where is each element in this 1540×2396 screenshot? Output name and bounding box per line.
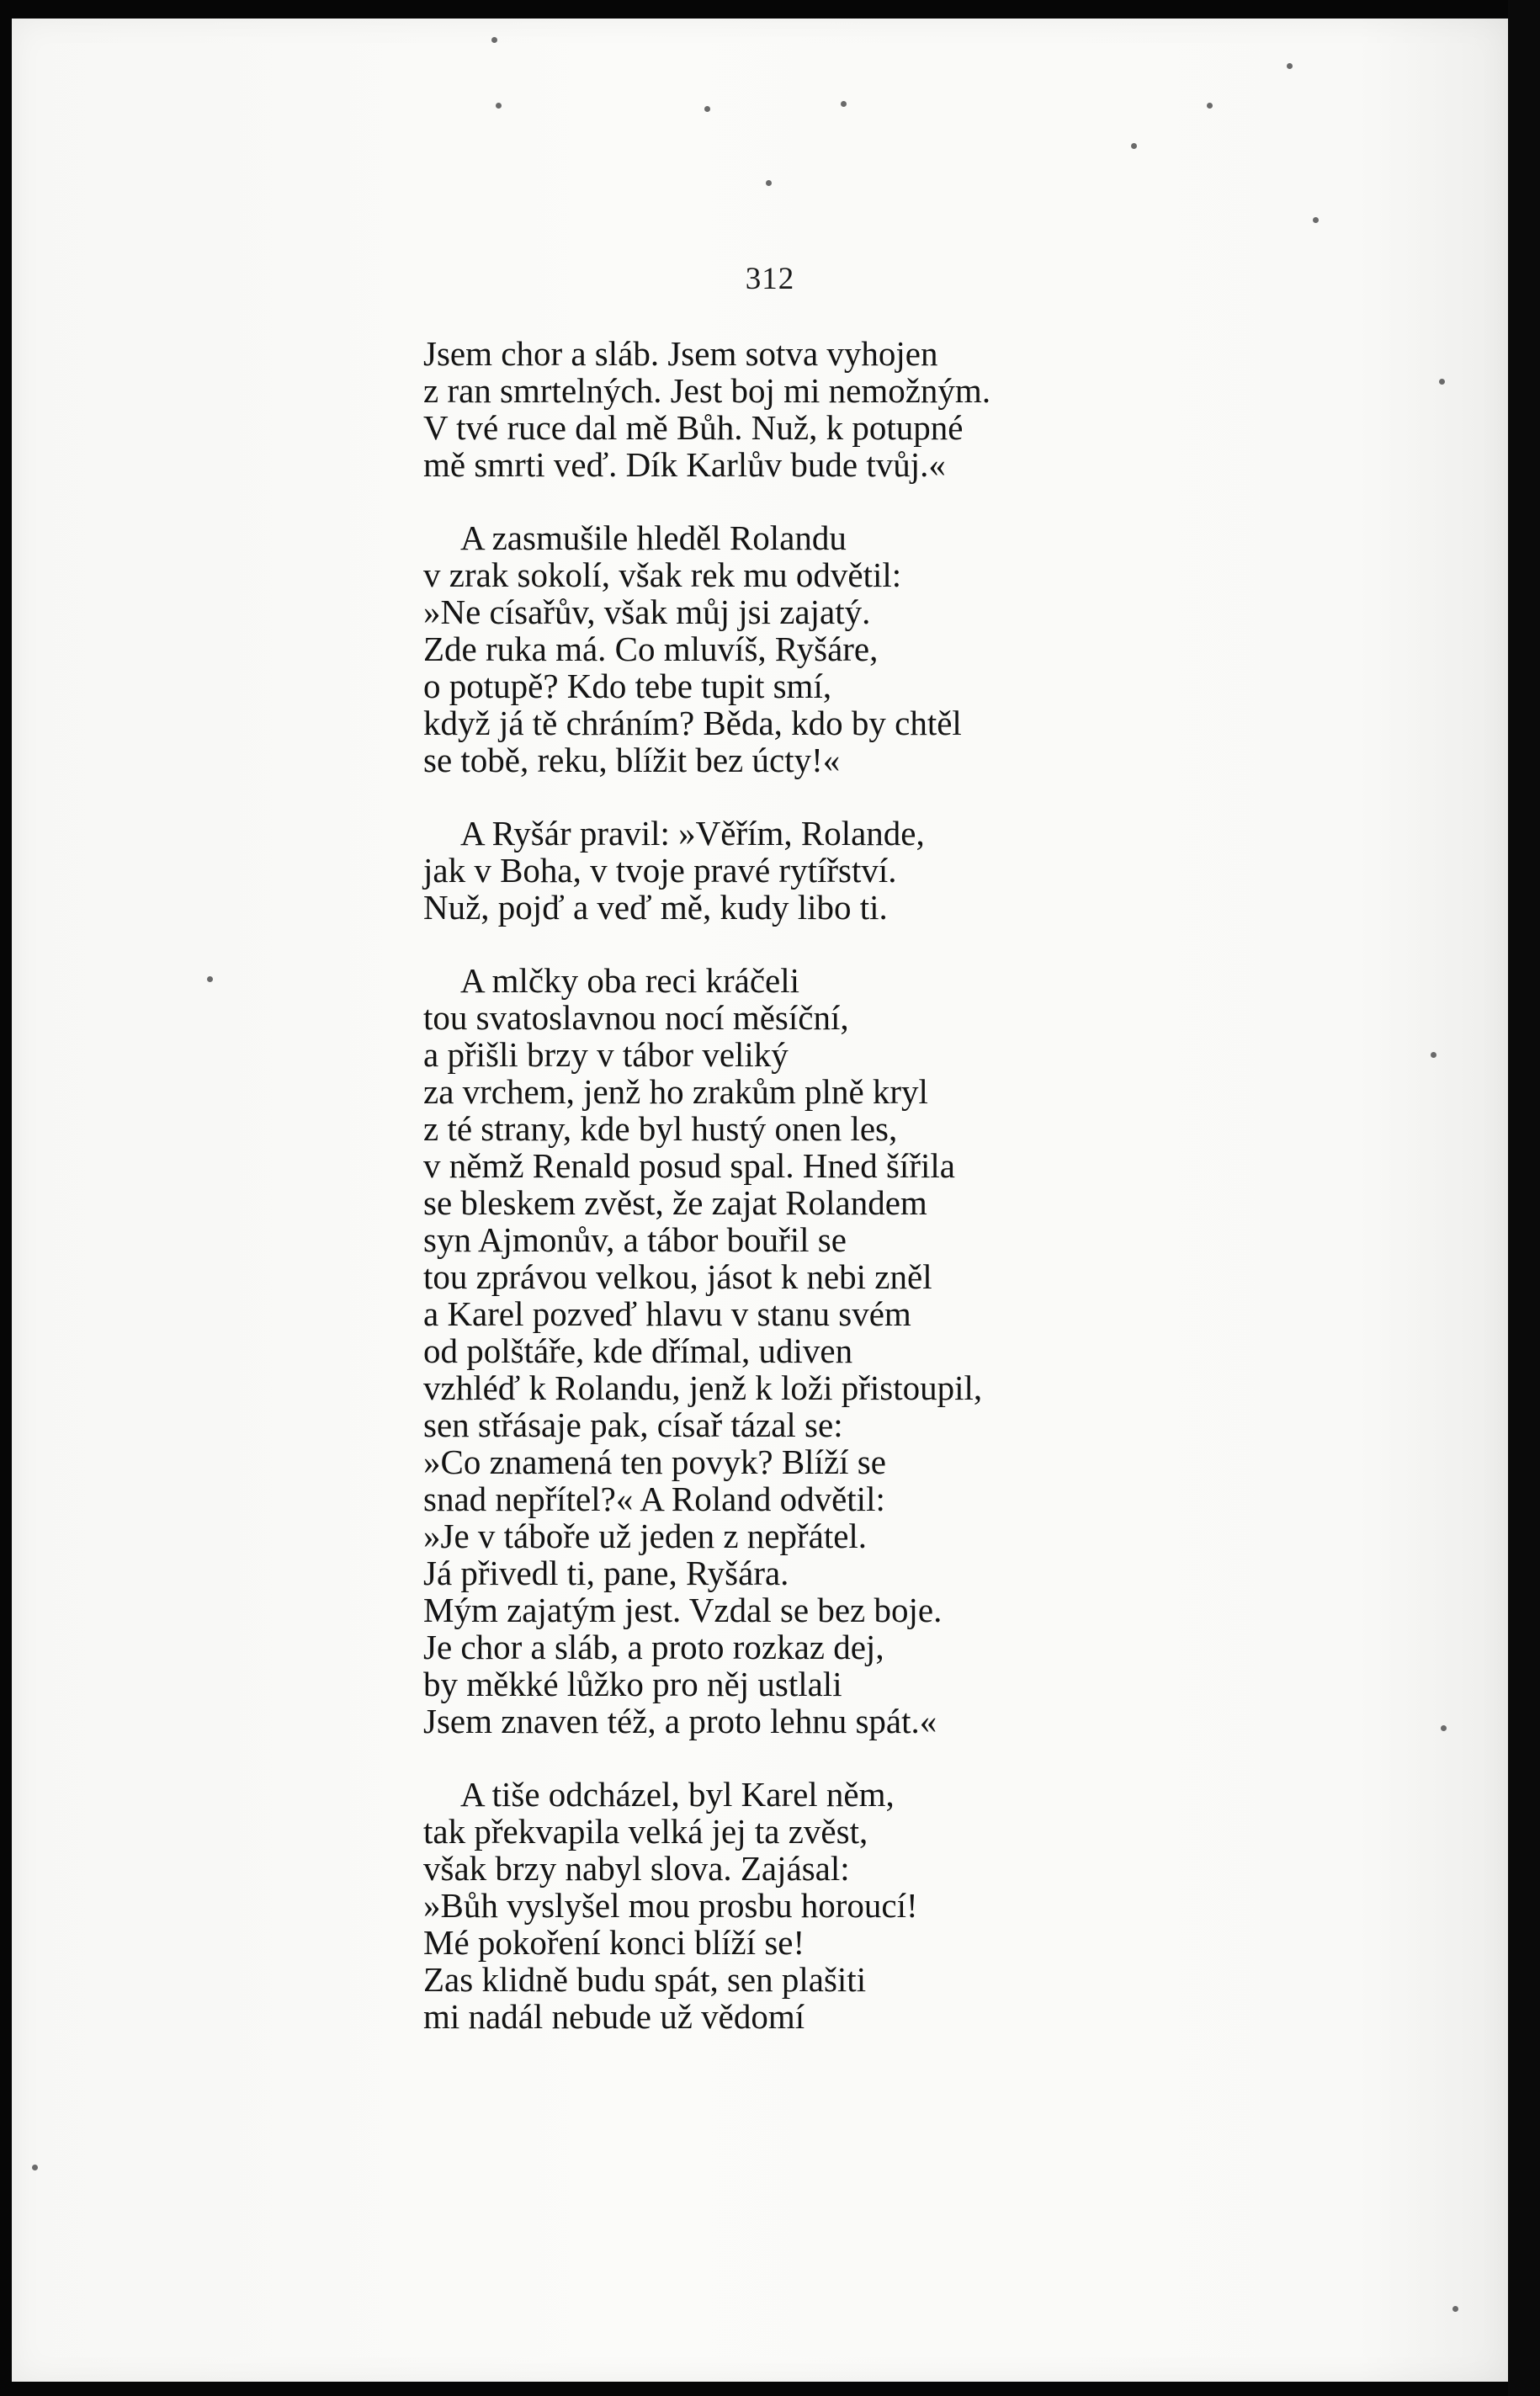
- verse-line: v němž Renald posud spal. Hned šířila: [423, 1146, 955, 1185]
- verse-line: o potupě? Kdo tebe tupit smí,: [423, 667, 832, 705]
- verse-line: mi nadál nebude už vědomí: [423, 1997, 805, 2036]
- verse-line: jak v Boha, v tvoje pravé rytířství.: [423, 851, 897, 890]
- verse-line: »Bůh vyslyšel mou prosbu horoucí!: [423, 1886, 918, 1925]
- verse-line: za vrchem, jenž ho zrakům plně kryl: [423, 1072, 928, 1111]
- verse-line: od polštáře, kde dřímal, udiven: [423, 1331, 853, 1370]
- verse-line: A zasmušile hleděl Rolandu: [460, 518, 847, 557]
- paper-speck: [1207, 103, 1213, 109]
- verse-line: Zde ruka má. Co mluvíš, Ryšáre,: [423, 630, 879, 668]
- paper-speck: [1287, 63, 1293, 69]
- verse-line: »Ne císařův, však můj jsi zajatý.: [423, 592, 871, 631]
- verse-line: však brzy nabyl slova. Zajásal:: [423, 1849, 850, 1888]
- paper-speck: [1313, 217, 1319, 223]
- paper-speck: [496, 103, 502, 109]
- paper-speck: [1452, 2306, 1458, 2312]
- verse-line: tak překvapila velká jej ta zvěst,: [423, 1812, 868, 1851]
- verse-line: A mlčky oba reci kráčeli: [460, 961, 799, 1000]
- paper-speck: [32, 2165, 38, 2170]
- poem-text: [423, 335, 1147, 2071]
- verse-line: »Je v táboře už jeden z nepřátel.: [423, 1517, 868, 1555]
- verse-line: Jsem znaven též, a proto lehnu spát.«: [423, 1702, 937, 1740]
- verse-line: »Co znamená ten povyk? Blíží se: [423, 1442, 886, 1481]
- verse-line: v zrak sokolí, však rek mu odvětil:: [423, 555, 902, 594]
- verse-line: z ran smrtelných. Jest boj mi nemožným.: [423, 371, 991, 410]
- verse-line: Mé pokoření konci blíží se!: [423, 1923, 805, 1962]
- verse-line: syn Ajmonův, a tábor bouřil se: [423, 1220, 847, 1259]
- verse-line: Já přivedl ti, pane, Ryšára.: [423, 1554, 789, 1592]
- stanza: [423, 335, 1147, 483]
- paper-speck: [841, 101, 847, 107]
- verse-line: Jsem chor a sláb. Jsem sotva vyhojen: [423, 334, 938, 373]
- verse-line: Zas klidně budu spát, sen plašiti: [423, 1960, 867, 1999]
- stanza: [423, 962, 1147, 1740]
- verse-line: a Karel pozveď hlavu v stanu svém: [423, 1294, 911, 1333]
- verse-line: a přišli brzy v tábor veliký: [423, 1035, 789, 1074]
- verse-line: Je chor a sláb, a proto rozkaz dej,: [423, 1628, 884, 1666]
- paper-speck: [766, 180, 772, 186]
- paper-speck: [1431, 1052, 1436, 1058]
- verse-line: A Ryšár pravil: »Věřím, Rolande,: [460, 814, 925, 853]
- verse-line: tou zprávou velkou, jásot k nebi zněl: [423, 1257, 932, 1296]
- verse-line: tou svatoslavnou nocí měsíční,: [423, 998, 849, 1037]
- verse-line: sen střásaje pak, císař tázal se:: [423, 1405, 843, 1444]
- verse-line: z té strany, kde byl hustý onen les,: [423, 1109, 898, 1148]
- stanza: [423, 815, 1147, 926]
- verse-line: by měkké lůžko pro něj ustlali: [423, 1665, 842, 1703]
- verse-line: Mým zajatým jest. Vzdal se bez boje.: [423, 1591, 943, 1629]
- page-number: 312: [745, 262, 795, 296]
- scan-right-edge: [1508, 0, 1540, 2396]
- paper-speck: [704, 106, 710, 112]
- paper-speck: [1439, 379, 1445, 385]
- paper-speck: [1131, 143, 1137, 149]
- verse-line: V tvé ruce dal mě Bůh. Nuž, k potupné: [423, 408, 964, 447]
- verse-line: Nuž, pojď a veď mě, kudy libo ti.: [423, 888, 888, 927]
- stanza: [423, 519, 1147, 778]
- paper-speck: [1441, 1725, 1447, 1731]
- verse-line: se bleskem zvěst, že zajat Rolandem: [423, 1183, 927, 1222]
- verse-line: mě smrti veď. Dík Karlův bude tvůj.«: [423, 445, 946, 484]
- paper-speck: [207, 976, 213, 982]
- verse-line: vzhléď k Rolandu, jenž k loži přistoupil,: [423, 1368, 983, 1407]
- verse-line: snad nepřítel?« A Roland odvětil:: [423, 1480, 885, 1518]
- verse-line: A tiše odcházel, byl Karel něm,: [460, 1775, 895, 1814]
- verse-line: když já tě chráním? Běda, kdo by chtěl: [423, 704, 962, 742]
- verse-line: se tobě, reku, blížit bez úcty!«: [423, 741, 841, 779]
- stanza: [423, 1776, 1147, 2035]
- paper-speck: [491, 37, 497, 43]
